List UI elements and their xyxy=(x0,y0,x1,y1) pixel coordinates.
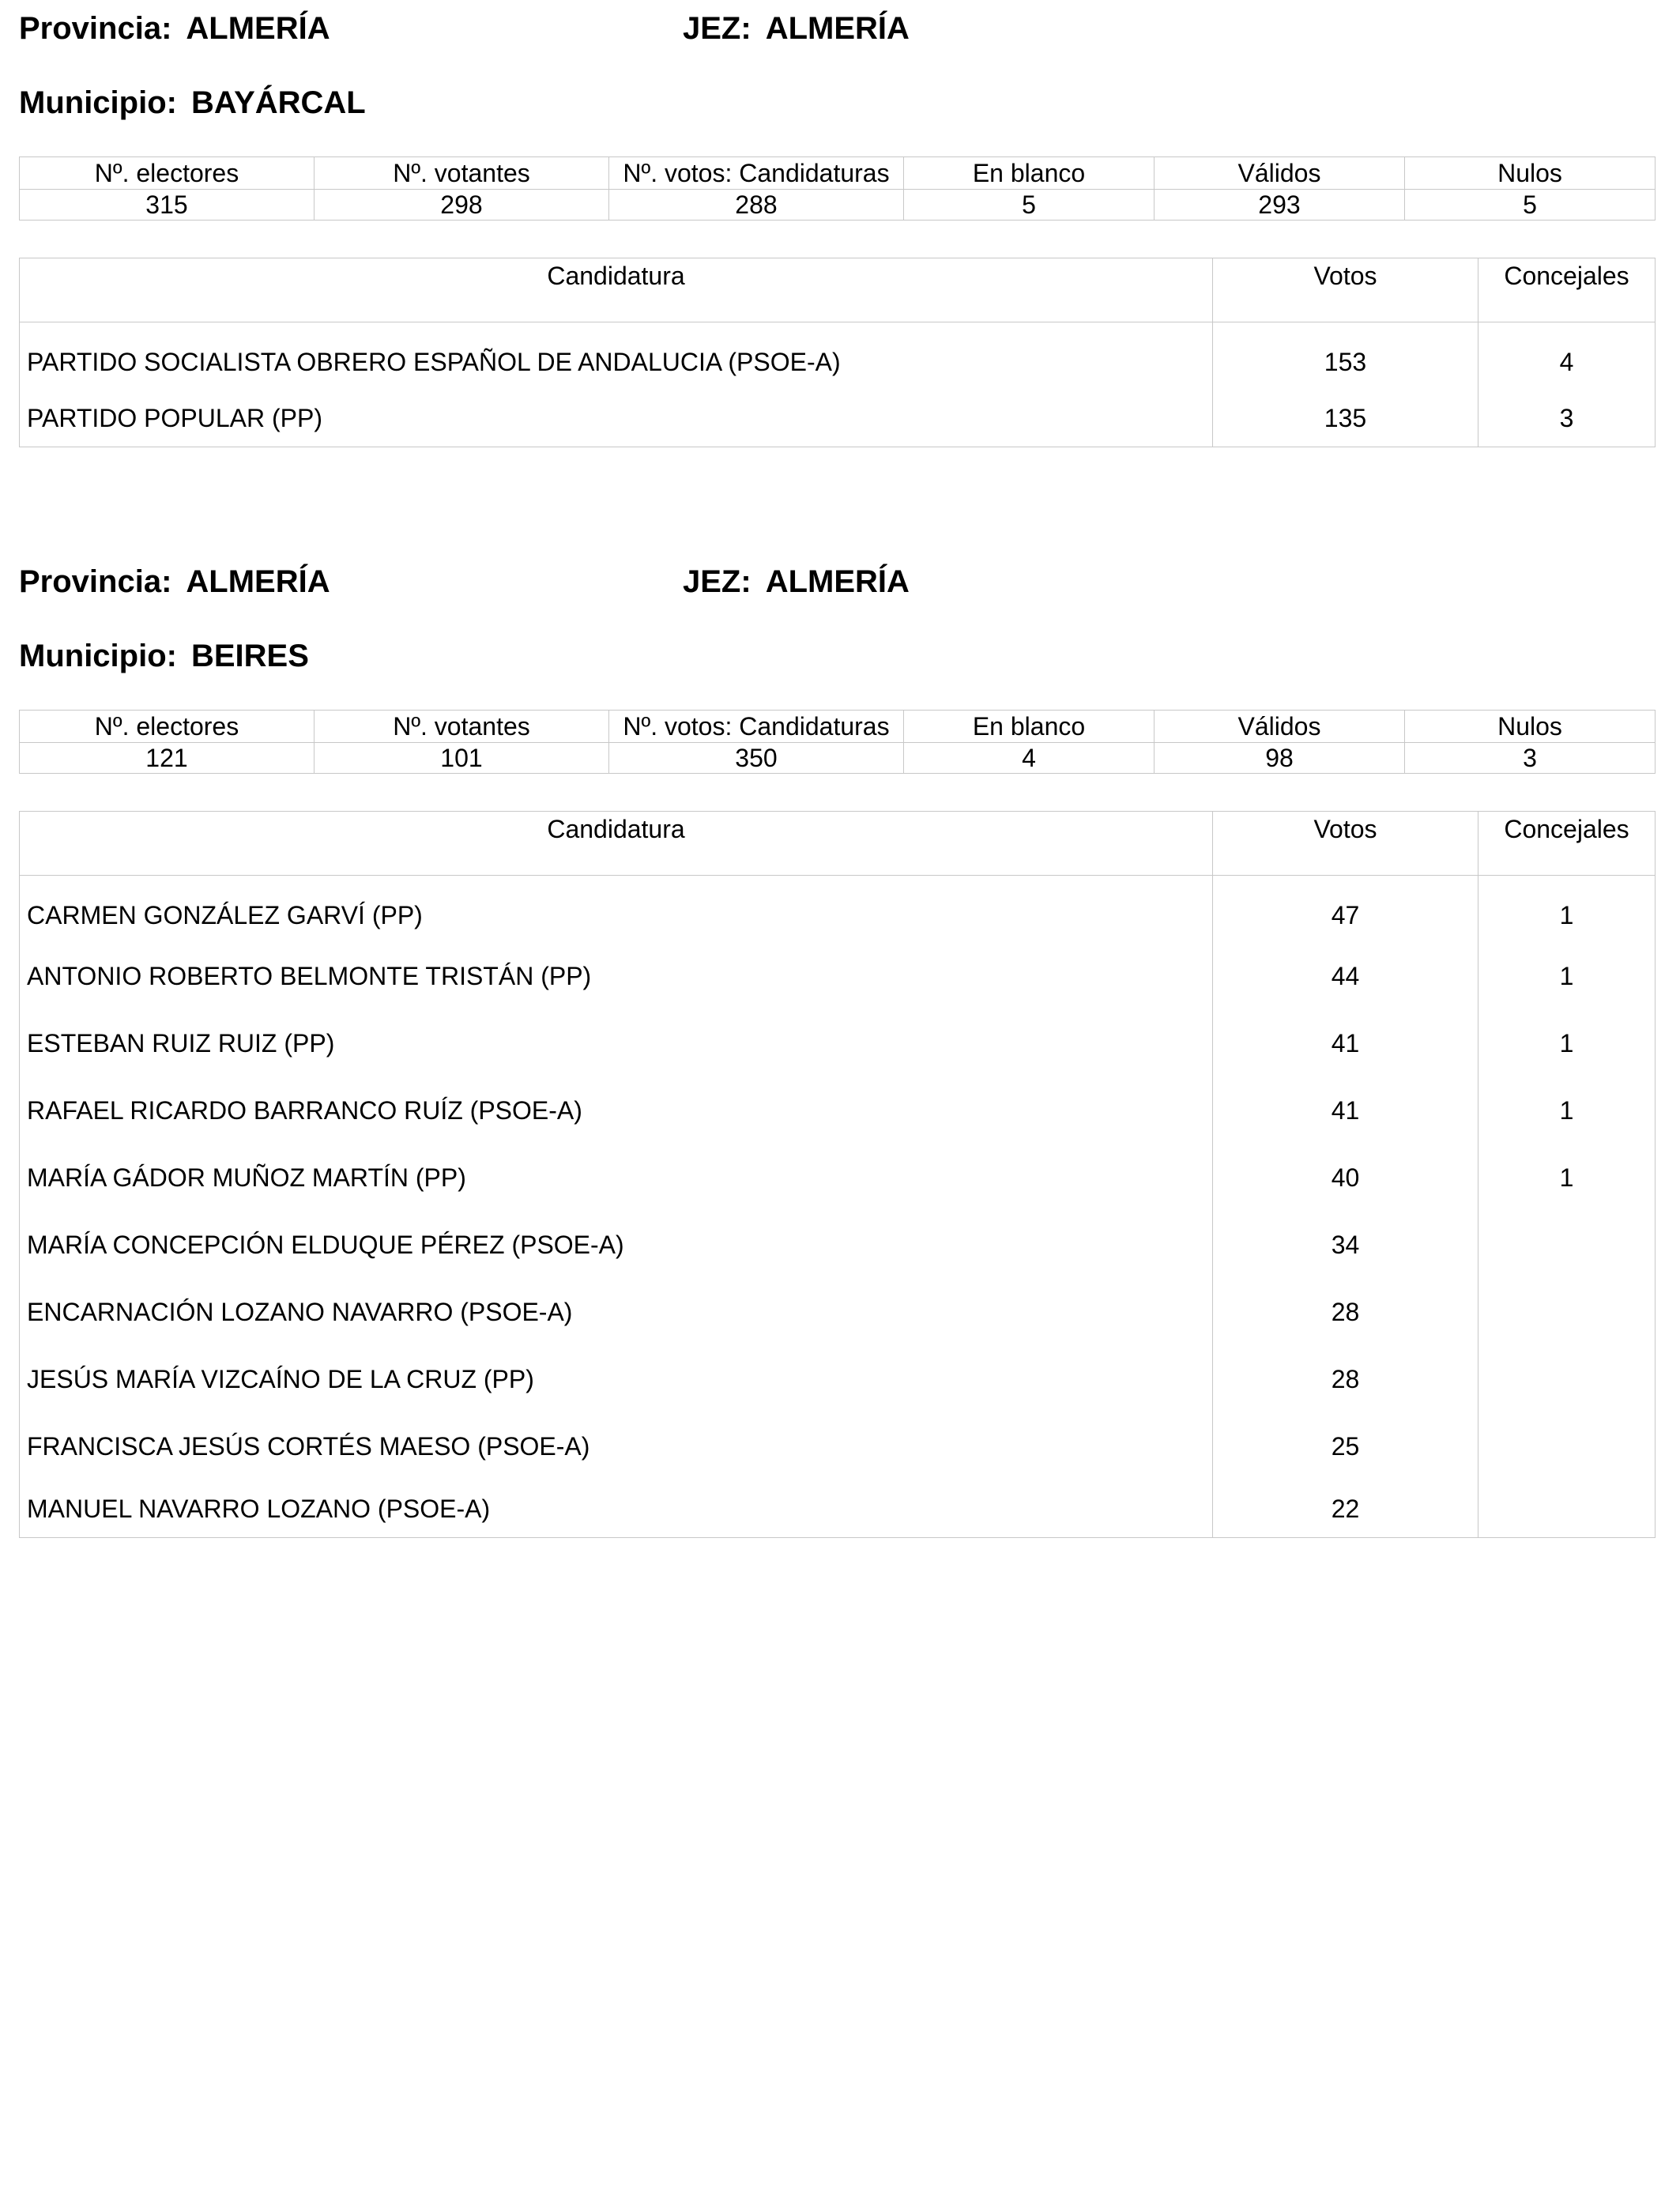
summary-value-cell: 4 xyxy=(904,743,1155,774)
table-row xyxy=(20,1077,1656,1144)
table-row xyxy=(20,1480,1656,1538)
summary-header-cell: Nº. votos: Candidaturas xyxy=(609,157,904,190)
summary-value-cell: 298 xyxy=(315,190,609,221)
candidate-name: JESÚS MARÍA VIZCAÍNO DE LA CRUZ (PP) xyxy=(20,1346,1213,1413)
provincia-line xyxy=(19,11,330,47)
jez-value: ALMERÍA xyxy=(765,564,910,599)
summary-header-cell: Válidos xyxy=(1155,711,1405,743)
candidate-votes: 28 xyxy=(1213,1279,1478,1346)
candidate-name: ESTEBAN RUIZ RUIZ (PP) xyxy=(20,1010,1213,1077)
summary-header-cell: Nº. electores xyxy=(20,157,315,190)
table-row xyxy=(20,1010,1656,1077)
summary-header-cell: Nº. votantes xyxy=(315,711,609,743)
results-header-row xyxy=(20,258,1656,322)
candidate-seats xyxy=(1478,1279,1656,1346)
table-row xyxy=(20,1279,1656,1346)
candidate-votes: 22 xyxy=(1213,1480,1478,1538)
candidate-name: FRANCISCA JESÚS CORTÉS MAESO (PSOE-A) xyxy=(20,1413,1213,1480)
candidate-votes: 28 xyxy=(1213,1346,1478,1413)
summary-value-row xyxy=(20,743,1656,774)
summary-value-cell: 101 xyxy=(315,743,609,774)
results-header-votos: Votos xyxy=(1213,812,1478,876)
candidate-seats xyxy=(1478,1480,1656,1538)
candidate-votes: 47 xyxy=(1213,876,1478,944)
candidate-seats: 1 xyxy=(1478,876,1656,944)
summary-header-cell: Nulos xyxy=(1405,157,1656,190)
candidate-name: RAFAEL RICARDO BARRANCO RUÍZ (PSOE-A) xyxy=(20,1077,1213,1144)
table-row xyxy=(20,1212,1656,1279)
summary-header-cell: Nº. votantes xyxy=(315,157,609,190)
summary-value-row xyxy=(20,190,1656,221)
summary-value-cell: 3 xyxy=(1405,743,1656,774)
candidate-seats: 3 xyxy=(1478,390,1656,447)
results-header-votos: Votos xyxy=(1213,258,1478,322)
municipio-line xyxy=(19,639,309,674)
results-header-concejales: Concejales xyxy=(1478,258,1656,322)
municipio-line xyxy=(19,85,366,121)
candidate-seats: 1 xyxy=(1478,943,1656,1010)
results-header-candidatura: Candidatura xyxy=(20,258,1213,322)
summary-header-cell: En blanco xyxy=(904,711,1155,743)
candidate-seats: 1 xyxy=(1478,1077,1656,1144)
candidate-votes: 25 xyxy=(1213,1413,1478,1480)
summary-value-cell: 315 xyxy=(20,190,315,221)
jez-label: JEZ: xyxy=(683,11,751,46)
candidate-seats xyxy=(1478,1346,1656,1413)
municipio-label: Municipio: xyxy=(19,85,177,120)
candidate-seats: 1 xyxy=(1478,1010,1656,1077)
summary-header-cell: Nulos xyxy=(1405,711,1656,743)
summary-value-cell: 98 xyxy=(1155,743,1405,774)
summary-value-cell: 5 xyxy=(1405,190,1656,221)
provincia-value: ALMERÍA xyxy=(186,11,330,46)
jez-line xyxy=(683,564,910,600)
table-row xyxy=(20,1144,1656,1212)
table-row xyxy=(20,943,1656,1010)
summary-header-cell: Nº. votos: Candidaturas xyxy=(609,711,904,743)
summary-value-cell: 293 xyxy=(1155,190,1405,221)
municipio-value: BAYÁRCAL xyxy=(190,85,366,120)
summary-value-cell: 121 xyxy=(20,743,315,774)
provincia-line xyxy=(19,564,330,600)
table-row xyxy=(20,322,1656,390)
candidate-name: PARTIDO POPULAR (PP) xyxy=(20,390,1213,447)
results-table xyxy=(19,258,1656,447)
candidate-seats: 4 xyxy=(1478,322,1656,390)
results-header-candidatura: Candidatura xyxy=(20,812,1213,876)
candidate-votes: 153 xyxy=(1213,322,1478,390)
candidate-seats: 1 xyxy=(1478,1144,1656,1212)
summary-value-cell: 5 xyxy=(904,190,1155,221)
summary-header-row xyxy=(20,711,1656,743)
jez-label: JEZ: xyxy=(683,564,751,599)
municipio-value: BEIRES xyxy=(190,639,309,673)
summary-value-cell: 350 xyxy=(609,743,904,774)
results-header-concejales: Concejales xyxy=(1478,812,1656,876)
candidate-votes: 41 xyxy=(1213,1077,1478,1144)
candidate-votes: 135 xyxy=(1213,390,1478,447)
candidate-name: MARÍA GÁDOR MUÑOZ MARTÍN (PP) xyxy=(20,1144,1213,1212)
jez-line xyxy=(683,11,910,47)
summary-header-cell: Válidos xyxy=(1155,157,1405,190)
jez-value: ALMERÍA xyxy=(765,11,910,46)
table-row xyxy=(20,1413,1656,1480)
provincia-value: ALMERÍA xyxy=(186,564,330,599)
table-row xyxy=(20,1346,1656,1413)
summary-header-row xyxy=(20,157,1656,190)
summary-table xyxy=(19,156,1656,221)
results-header-row xyxy=(20,812,1656,876)
candidate-votes: 40 xyxy=(1213,1144,1478,1212)
candidate-name: MANUEL NAVARRO LOZANO (PSOE-A) xyxy=(20,1480,1213,1538)
municipio-label: Municipio: xyxy=(19,639,177,673)
candidate-votes: 44 xyxy=(1213,943,1478,1010)
table-row xyxy=(20,390,1656,447)
provincia-label: Provincia: xyxy=(19,564,172,599)
summary-header-cell: Nº. electores xyxy=(20,711,315,743)
provincia-label: Provincia: xyxy=(19,11,172,46)
candidate-votes: 34 xyxy=(1213,1212,1478,1279)
candidate-name: MARÍA CONCEPCIÓN ELDUQUE PÉREZ (PSOE-A) xyxy=(20,1212,1213,1279)
summary-header-cell: En blanco xyxy=(904,157,1155,190)
results-table xyxy=(19,811,1656,1538)
candidate-name: CARMEN GONZÁLEZ GARVÍ (PP) xyxy=(20,876,1213,944)
candidate-name: PARTIDO SOCIALISTA OBRERO ESPAÑOL DE ANDALUCIA (PSOE-A) xyxy=(20,322,1213,390)
summary-table xyxy=(19,710,1656,774)
table-row xyxy=(20,876,1656,944)
candidate-seats xyxy=(1478,1413,1656,1480)
candidate-votes: 41 xyxy=(1213,1010,1478,1077)
summary-value-cell: 288 xyxy=(609,190,904,221)
candidate-name: ANTONIO ROBERTO BELMONTE TRISTÁN (PP) xyxy=(20,943,1213,1010)
candidate-seats xyxy=(1478,1212,1656,1279)
candidate-name: ENCARNACIÓN LOZANO NAVARRO (PSOE-A) xyxy=(20,1279,1213,1346)
